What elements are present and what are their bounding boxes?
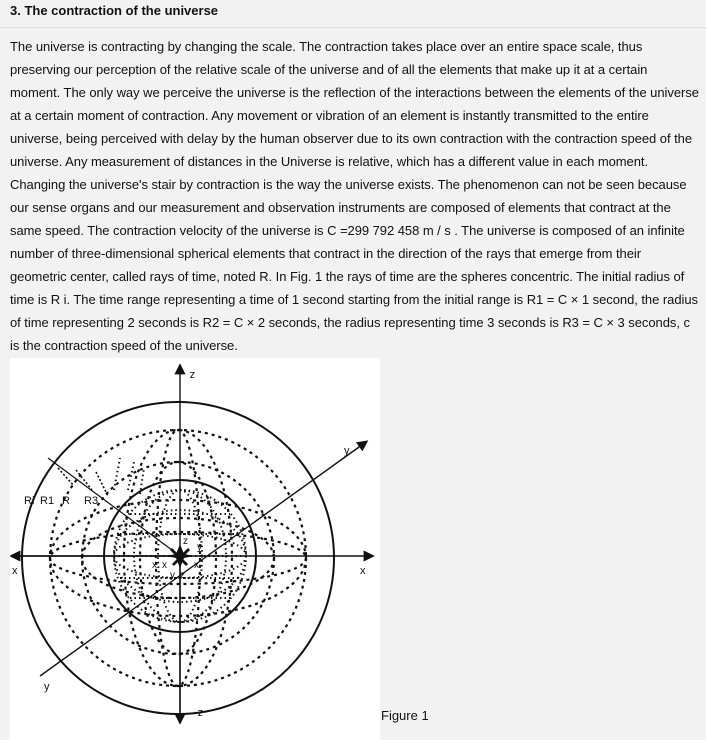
label-z-bottom: z bbox=[197, 707, 203, 719]
label-small-x3: x bbox=[194, 560, 199, 571]
label-x-right: x bbox=[360, 565, 366, 577]
section-heading: 3. The contraction of the universe bbox=[10, 3, 219, 18]
heading-divider bbox=[0, 27, 706, 28]
label-y-upper: y bbox=[344, 445, 350, 457]
label-small-z2: z bbox=[180, 570, 185, 581]
label-r2: R bbox=[62, 495, 70, 507]
label-r3: R3 bbox=[84, 495, 99, 507]
label-small-x1: x bbox=[152, 560, 157, 571]
label-y-lower: y bbox=[44, 681, 50, 693]
label-small-y1: y bbox=[197, 542, 202, 553]
center-point bbox=[166, 544, 194, 568]
sphere-diagram bbox=[12, 366, 372, 722]
label-x-left: x bbox=[12, 565, 18, 577]
label-small-x2: x bbox=[162, 560, 167, 571]
label-z-top: z bbox=[189, 369, 195, 381]
label-small-y2: y bbox=[170, 570, 175, 581]
label-r1: R1 bbox=[40, 495, 55, 507]
figure-1-diagram bbox=[10, 358, 380, 740]
section-paragraph: The universe is contracting by changing the scale. The contraction takes place over an entire space scale, thus preserving our perception of the relative scale of the universe and of all the elements that make up it at a certain moment. The only way we perceive the universe is the reflection of the interactions between the elements of the universe at a certain moment of contraction. Any movement or vibration of an element is instantly transmitted to the entire universe, being perceived with delay by the human observer due to its own contraction with the contraction speed of the universe. Any measurement of distances in the Universe is relative, which has a different value in each moment. Changing the universe's stair by contraction is the way the universe exists. The phenomenon can not be seen because our sense organs and our measurement and observation instruments are composed of elements that contract at the same speed. The contraction velocity of the universe is C =299 792 458 m / s . The universe is composed of an infinite number of three-dimensional spherical elements that contract in the direction of the rays that emerge from their geometric center, called rays of time, noted R. In Fig. 1 the rays of time are the spheres concentric. The initial radius of time is R i. The time range representing a time of 1 second starting from the initial range is R1 = C × 1 second, the radius of time representing 2 seconds is R2 = C × 2 seconds, the radius representing time 3 seconds is R3 = C × 3 seconds, c is the contraction speed of the universe. bbox=[10, 39, 699, 353]
radius-ticks bbox=[58, 468, 108, 496]
label-small-z1: z bbox=[183, 536, 188, 547]
figure-caption: Figure 1 bbox=[381, 708, 429, 723]
label-ri: Ri bbox=[24, 495, 35, 507]
y-axis bbox=[40, 442, 366, 676]
